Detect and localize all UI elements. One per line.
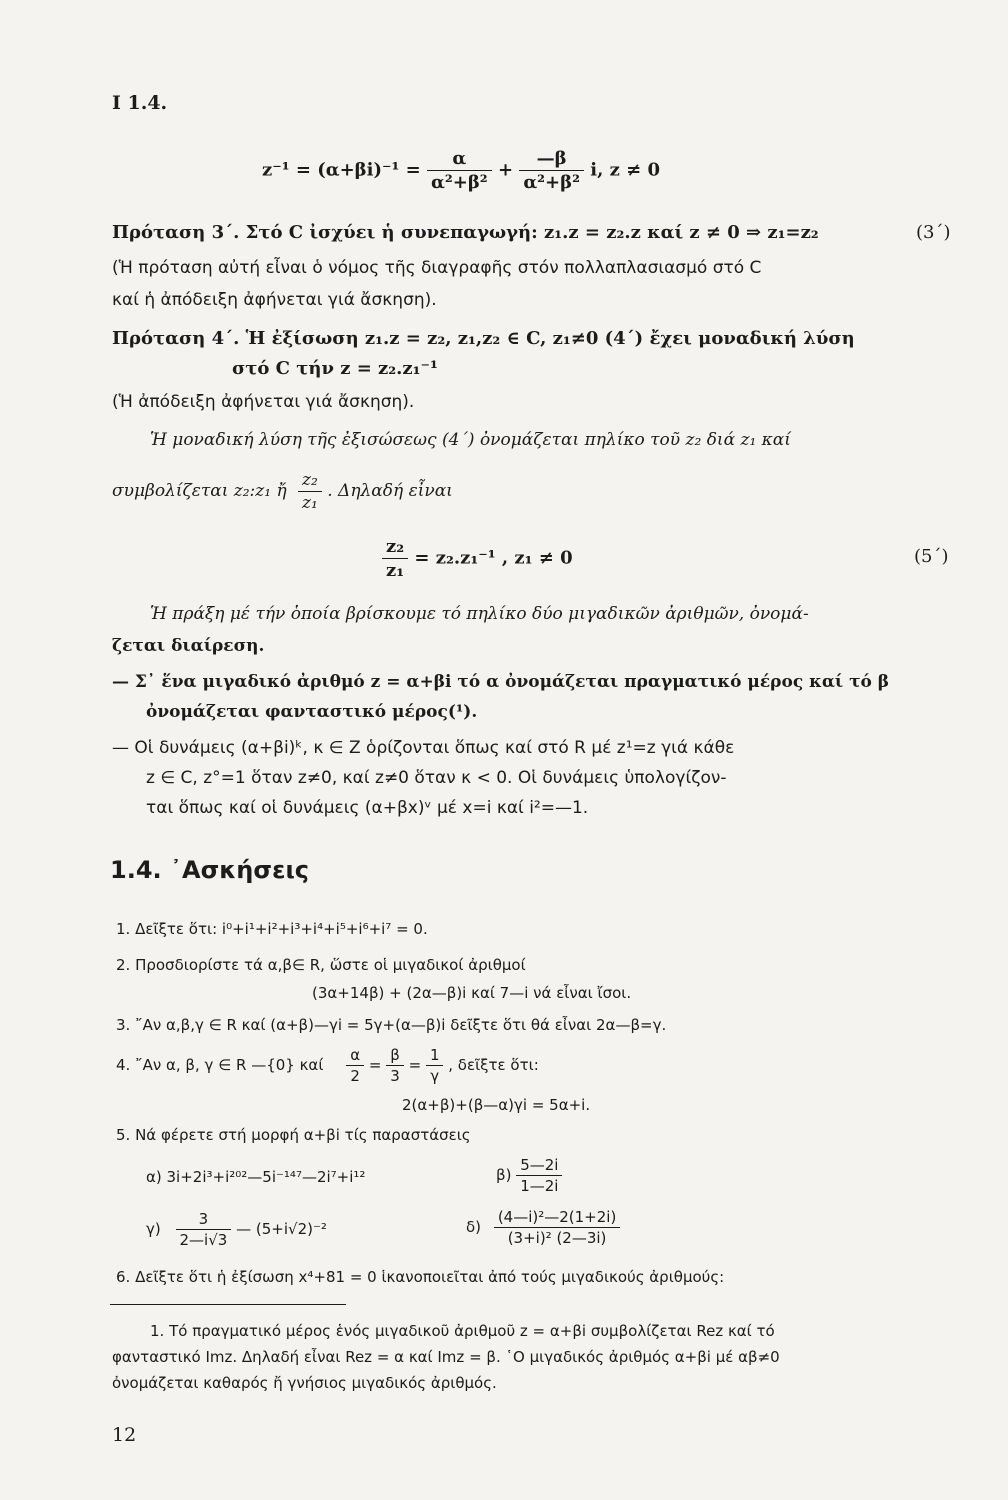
exercise-3: 3. ῎Αν α,β,γ ∈ R καί (α+β)—γi = 5γ+(α—β)i δεῖξτε ὅτι θά εἶναι 2α—β=γ. xyxy=(116,1016,667,1034)
fraction-beta: $\frac{—\beta}{\text{α²+β²}}$ xyxy=(519,148,584,193)
prop3-line2: (Ἡ πρόταση αὐτή εἶναι ὁ νόμος τῆς διαγραφῆς στόν πολλαπλασιασμό στό C xyxy=(112,258,762,278)
quotient-line2: συμβολίζεται z₂:z₁ ἤ $\frac{\text{z₂}}{\text{z₁}}$ . Δηλαδή εἶναι xyxy=(112,470,453,513)
division-line2: ζεται διαίρεση. xyxy=(112,636,265,656)
plus-sign: + xyxy=(497,159,514,181)
exercise-5: 5. Νά φέρετε στή μορφή α+βi τίς παραστάσεις xyxy=(116,1126,471,1144)
quotient-tag: (5΄) xyxy=(914,546,949,567)
exercise-5c: γ) $\frac{3}{2—i√3}$ — (5+i√2)⁻² xyxy=(146,1210,327,1249)
exercises-heading: 1.4. ᾿Ασκήσεις xyxy=(110,856,310,884)
exercise-5a: α) 3i+2i³+i²⁰²—5i⁻¹⁴⁷—2i⁷+i¹² xyxy=(146,1168,366,1186)
formula-lhs: z⁻¹ = (α+βi)⁻¹ = xyxy=(262,159,421,181)
footnote-rule xyxy=(110,1304,346,1305)
exercise-4-line2: 2(α+β)+(β—α)γi = 5α+i. xyxy=(402,1096,591,1114)
e4-fraction-alpha: $\frac{\alpha}{2}$ xyxy=(346,1046,364,1085)
prop3-line1: Πρόταση 3΄. Στό C ἰσχύει ἡ συνεπαγωγή: z₁.z = z₂.z καί z ≠ 0 ⇒ z₁=z₂ xyxy=(112,222,819,243)
quotient-equation: $\frac{\text{z₂}}{\text{z₁}}$ = z₂.z₁⁻¹ , z₁ ≠ 0 xyxy=(382,536,573,581)
exercise-6: 6. Δεῖξτε ὅτι ἡ ἐξίσωση x⁴+81 = 0 ἱκανοποιεῖται ἀπό τούς μιγαδικούς ἀριθμούς: xyxy=(116,1268,725,1286)
exercise-2-line1: 2. Προσδιορίστε τά α,β∈ R, ὥστε οἱ μιγαδικοί ἀριθμοί xyxy=(116,956,526,974)
prop3-tag: (3΄) xyxy=(916,222,951,243)
e4-fraction-gamma: $\frac{1}{\gamma}$ xyxy=(426,1046,444,1085)
prop4-line3: (Ἡ ἀπόδειξη ἀφήνεται γιά ἄσκηση). xyxy=(112,392,415,412)
exercise-4-line1: 4. ῎Αν α, β, γ ∈ R —{0} καί $\frac{\alpha}{2}$ = $\frac{\beta}{3}$ = $\frac{1}{\gamma}$ , δεῖξτε ὅτι: xyxy=(116,1046,539,1085)
e5d-fraction: $\frac{\text{(4—i)²—2(1+2i)}}{\text{(3+i)² (2—3i)}}$ xyxy=(494,1208,621,1247)
exercise-5d: δ) $\frac{\text{(4—i)²—2(1+2i)}}{\text{(3+i)² (2—3i)}}$ xyxy=(466,1208,620,1247)
division-line1: Ἡ πράξη μέ τήν ὁποία βρίσκουμε τό πηλίκο δύο μιγαδικῶν ἀριθμῶν, ὀνομά- xyxy=(150,604,809,624)
fraction-alpha: $\frac{\alpha}{\text{α²+β²}}$ xyxy=(427,148,492,193)
e5b-fraction: $\frac{5—2i}{1—2i}$ xyxy=(516,1156,562,1195)
real-part-line2: ὀνομάζεται φανταστικό μέρος(¹). xyxy=(146,702,478,722)
prop4-line1: Πρόταση 4΄. Ἡ ἐξίσωση z₁.z = z₂, z₁,z₂ ∈ C, z₁≠0 (4΄) ἔχει μοναδική λύση xyxy=(112,328,855,349)
footnote-line2: φανταστικό Imz. Δηλαδή εἶναι Rez = α καί Imz = β. ῾Ο μιγαδικός ἀριθμός α+βi μέ αβ≠0 xyxy=(112,1348,780,1366)
powers-line2: z ∈ C, z°=1 ὅταν z≠0, καί z≠0 ὅταν κ < 0. Οἱ δυνάμεις ὑπολογίζον- xyxy=(146,768,727,788)
formula-tail: i, z ≠ 0 xyxy=(590,159,660,181)
quotient-inline-fraction: $\frac{\text{z₂}}{\text{z₁}}$ xyxy=(298,470,322,513)
quotient-line1: Ἡ μοναδική λύση τῆς ἐξισώσεως (4΄) ὀνομάζεται πηλίκο τοῦ z₂ διά z₁ καί xyxy=(150,430,791,450)
exercise-5b: β) $\frac{5—2i}{1—2i}$ xyxy=(496,1156,562,1195)
powers-line1: — Οἱ δυνάμεις (α+βi)ᵏ, κ ∈ Z ὁρίζονται ὅπως καί στό R μέ z¹=z γιά κάθε xyxy=(112,738,735,758)
formula-inverse xyxy=(262,148,660,193)
section-header: I 1.4. xyxy=(112,92,168,114)
exercise-2-line2: (3α+14β) + (2α—β)i καί 7—i νά εἶναι ἴσοι. xyxy=(312,984,632,1002)
quotient-equation-fraction: $\frac{\text{z₂}}{\text{z₁}}$ xyxy=(382,536,408,581)
exercise-1: 1. Δεῖξτε ὅτι: i⁰+i¹+i²+i³+i⁴+i⁵+i⁶+i⁷ = 0. xyxy=(116,920,428,938)
e5c-fraction: $\frac{3}{2—i√3}$ xyxy=(176,1210,232,1249)
footnote-line1: 1. Τό πραγματικό μέρος ἑνός μιγαδικοῦ ἀριθμοῦ z = α+βi συμβολίζεται Rez καί τό xyxy=(150,1322,775,1340)
e4-fraction-beta: $\frac{\beta}{3}$ xyxy=(386,1046,404,1085)
page-number: 12 xyxy=(112,1424,137,1446)
prop3-line3: καί ἡ ἀπόδειξη ἀφήνεται γιά ἄσκηση). xyxy=(112,290,437,310)
prop4-line2: στό C τήν z = z₂.z₁⁻¹ xyxy=(232,358,438,379)
real-part-line1: — Σ᾽ ἕνα μιγαδικό ἀριθμό z = α+βi τό α ὀνομάζεται πραγματικό μέρος καί τό β xyxy=(112,672,890,692)
powers-line3: ται ὅπως καί οἱ δυνάμεις (α+βx)ᵛ μέ x=i καί i²=—1. xyxy=(146,798,589,818)
footnote-line3: ὀνομάζεται καθαρός ἤ γνήσιος μιγαδικός ἀριθμός. xyxy=(112,1374,497,1392)
